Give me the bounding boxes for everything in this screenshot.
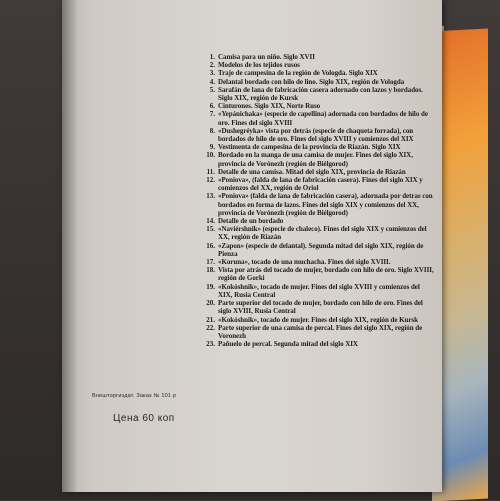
item-text: Pañuelo de percal. Segunda mitad del siglo XIX [218, 340, 358, 349]
list-item [203, 217, 435, 225]
item-number: 17. [206, 258, 215, 267]
item-text: Parte superior de una camisa de percal. Fines del siglo XIX, región de Voronezh [218, 323, 423, 340]
item-text: Bordado en la manga de una camisa de mujer. Fines del siglo XIX, provincia de Vorónezh (región de Biélgorod) [218, 151, 413, 168]
item-text: «Zapon» (especie de delantal). Segunda mitad del siglo XIX, región de Pienza [218, 241, 424, 258]
item-number: 18. [206, 266, 215, 275]
list-item [203, 168, 435, 176]
item-number: 7. [209, 110, 215, 119]
item-text: «Yepánichaka» (especie de capellina) adornada con bordados de hilo de oro. Fines del siglo XVIII [218, 110, 428, 127]
item-text: Detalle de una camisa. Mitad del siglo XIX, provincia de Riazán [218, 167, 406, 176]
item-number: 21. [206, 315, 215, 324]
item-text: Detalle de un bordado [218, 217, 284, 226]
item-text: Traje de campesina de la región de Vologda. Siglo XIX [218, 69, 378, 78]
item-text: «Dushegréyka» vista por detrás (especie de chaqueta forrada), con bordados de hilo de oro. Fines del siglo XVIII y comienzos del XIX [218, 126, 414, 144]
list-item [203, 283, 435, 299]
item-text: Camisa para un niño. Siglo XVII [218, 53, 315, 61]
illustration-list [203, 53, 435, 348]
item-number: 13. [206, 192, 215, 201]
item-text: «Kokóshnik», tocado de mujer. Fines del siglo XIX, región de Kursk [218, 315, 418, 324]
item-text: «Koruna», tocado de una muchacha. Fines del siglo XVIII. [218, 258, 391, 267]
list-item [203, 127, 435, 143]
item-text: Cinturones. Siglo XIX, Norte Ruso [218, 102, 321, 111]
list-item [203, 242, 435, 258]
item-number: 16. [206, 241, 215, 250]
item-number: 1. [209, 53, 215, 61]
list-item [203, 69, 435, 77]
item-text: «Naviérshnik» (especie de chaleco). Fines del siglo XIX y comienzos del XX, región de Riazán [218, 225, 427, 242]
item-number: 8. [209, 126, 215, 135]
list-item [203, 86, 435, 102]
item-text: Vista por atrás del tocado de mujer, bordado con hilo de oro. Siglo XVIII, región de Gorki [218, 266, 434, 283]
list-item [203, 258, 435, 266]
list-item [203, 102, 435, 110]
item-number: 15. [206, 225, 215, 234]
list-item [203, 266, 435, 282]
list-item [203, 176, 435, 192]
item-number: 14. [206, 217, 215, 226]
list-item [203, 151, 435, 167]
item-number: 23. [206, 340, 215, 349]
item-text: «Poniova» (falda de lana de fabricación casera), adornada por detras con bordados en forma de lazos. Fines del siglo XIX y comienzos del XX, provincia de Vorónezh (región de Biélgorod) [218, 192, 433, 217]
item-text: «Poniova», (falda de lana de fabricación casera). Fines del siglo XIX y comienzos del XX, región de Oriol [218, 176, 423, 193]
list-item [203, 110, 435, 126]
item-text: Parte superior del tocado de mujer, bordado con hilo de oro. Fines del siglo XVIII, Rusia Central [218, 299, 423, 316]
price-label: Цена 60 коп [113, 413, 175, 424]
list-item [203, 78, 435, 86]
list-item [203, 299, 435, 315]
list-item [203, 192, 435, 217]
item-number: 10. [206, 151, 215, 160]
list-item [203, 340, 435, 348]
item-number: 11. [206, 167, 215, 176]
item-number: 12. [206, 176, 215, 185]
item-text: «Kokóshnik», tocado de mujer. Fines del siglo XVIII y comienzos del XIX, Rusia Central [218, 282, 420, 299]
list-item [203, 324, 435, 340]
item-number: 19. [206, 282, 215, 291]
page-gutter-shadow [62, 0, 78, 492]
item-number: 6. [209, 102, 215, 111]
list-item [203, 225, 435, 241]
item-text: Modelos de los tejidos rusos [218, 61, 300, 70]
item-number: 20. [206, 299, 215, 308]
item-number: 3. [209, 69, 215, 78]
list-item [203, 143, 435, 151]
item-number: 22. [206, 323, 215, 332]
item-number: 9. [209, 143, 215, 152]
item-text: Delantal bordado con hilo de lino. Siglo XIX, región de Vologda [218, 77, 405, 86]
item-number: 2. [209, 61, 215, 70]
item-text: Sarafán de lana de fabricación casera adornado con lazos y bordados. Siglo XIX, región de Kursk [218, 85, 423, 103]
item-number: 4. [209, 77, 215, 86]
list-item [203, 61, 435, 69]
item-text: Vestimenta de campesina de la provincia de Riazán. Siglo XIX [218, 143, 401, 152]
list-item [203, 53, 435, 61]
item-number: 5. [209, 85, 215, 94]
list-item [203, 316, 435, 324]
publisher-imprint: Внешторгиздат. Заказ № 101 р [92, 393, 177, 399]
